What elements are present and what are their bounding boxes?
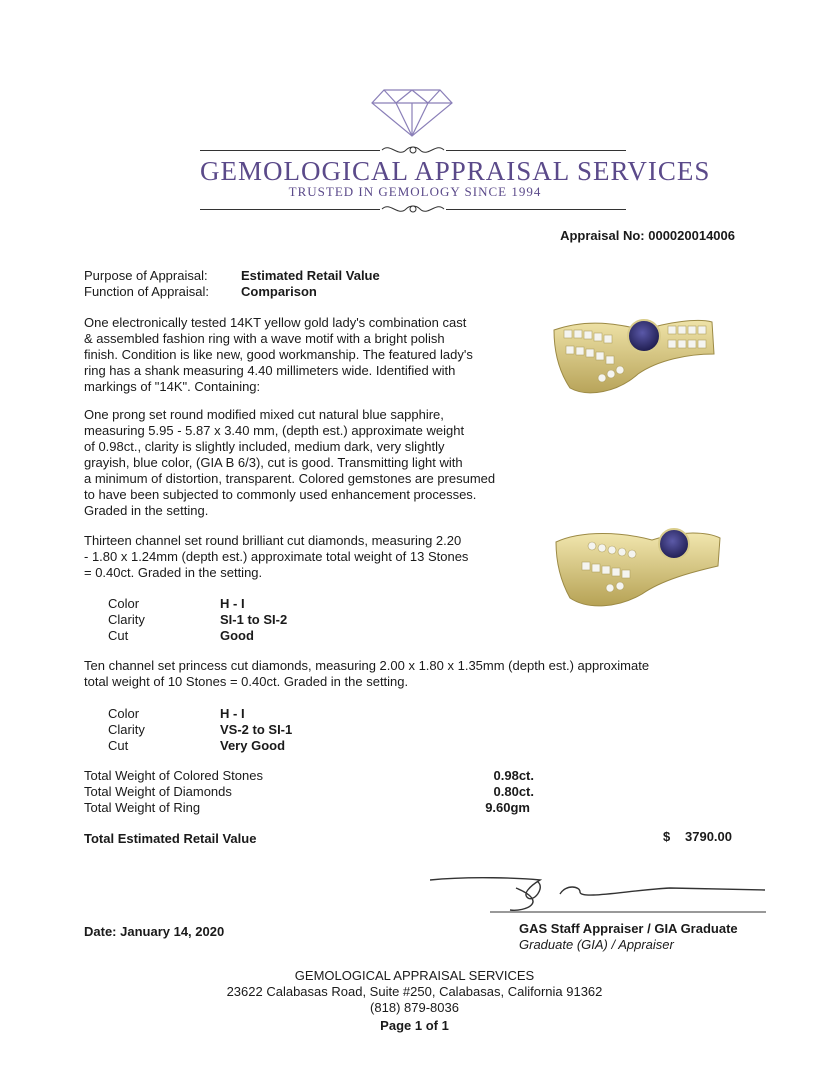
signature-title: GAS Staff Appraiser / GIA Graduate xyxy=(519,921,738,936)
description-line: markings of "14K". Containing: xyxy=(84,379,261,394)
company-name: GEMOLOGICAL APPRAISAL SERVICES xyxy=(200,156,711,186)
grade-row xyxy=(108,596,287,612)
signature xyxy=(430,868,770,918)
grade-value: VS-2 to SI-1 xyxy=(220,722,293,737)
appraisal-number-value: 000020014006 xyxy=(648,228,735,243)
princess-diamonds-line: Ten channel set princess cut diamonds, measuring 2.00 x 1.80 x 1.35mm (depth est.) approximate xyxy=(84,658,650,673)
grade-label: Clarity xyxy=(108,722,145,737)
logo-top-rule xyxy=(200,150,380,151)
total-label: Total Weight of Diamonds xyxy=(84,784,232,799)
total-value: 0.98ct. xyxy=(493,768,534,783)
appraisal-number xyxy=(560,228,735,244)
footer-company: GEMOLOGICAL APPRAISAL SERVICES xyxy=(294,968,535,983)
description-line: One electronically tested 14KT yellow gold lady's combination cast xyxy=(84,315,467,330)
grade-row xyxy=(108,612,287,628)
sapphire-line: Graded in the setting. xyxy=(84,503,209,518)
diamond-icon xyxy=(370,86,454,138)
princess-diamonds-description xyxy=(84,658,684,690)
total-label: Total Weight of Ring xyxy=(84,800,201,815)
function-value: Comparison xyxy=(241,284,317,299)
total-row xyxy=(84,800,534,816)
grade-label: Cut xyxy=(108,738,129,753)
footer-address: 23622 Calabasas Road, Suite #250, Calabasas, California 91362 xyxy=(226,984,603,999)
company-tagline: TRUSTED IN GEMOLOGY SINCE 1994 xyxy=(288,184,542,199)
grade-value: H - I xyxy=(220,596,245,611)
grade-value: H - I xyxy=(220,706,245,721)
grade-value: Very Good xyxy=(220,738,286,753)
ring-photo-front xyxy=(548,300,718,408)
retail-amount: 3790.00 xyxy=(685,829,732,844)
description-line: finish. Condition is like new, good workmanship. The featured lady's xyxy=(84,347,473,362)
round-diamonds-grades xyxy=(108,596,287,644)
ring-photo-angle xyxy=(552,520,722,612)
total-value: 9.60gm xyxy=(485,800,530,815)
round-diamonds-line: Thirteen channel set round brilliant cut diamonds, measuring 2.20 xyxy=(84,533,462,548)
princess-diamonds-grades xyxy=(108,706,292,754)
ornament-icon xyxy=(380,201,446,217)
logo xyxy=(370,86,454,138)
purpose-label: Purpose of Appraisal: xyxy=(84,268,208,283)
ring-description xyxy=(84,315,524,395)
grade-row xyxy=(108,628,287,644)
footer xyxy=(0,968,829,1034)
page-number: Page 1 of 1 xyxy=(380,1018,449,1033)
grade-row xyxy=(108,738,292,754)
purpose-value: Estimated Retail Value xyxy=(241,268,380,283)
grade-label: Cut xyxy=(108,628,129,643)
grade-label: Clarity xyxy=(108,612,145,627)
description-line: ring has a shank measuring 4.40 millimeters wide. Identified with xyxy=(84,363,456,378)
princess-diamonds-line: total weight of 10 Stones = 0.40ct. Graded in the setting. xyxy=(84,674,409,689)
sapphire-line: to have been subjected to commonly used enhancement processes. xyxy=(84,487,477,502)
retail-currency: $ xyxy=(663,829,671,844)
sapphire-line: a minimum of distortion, transparent. Colored gemstones are presumed xyxy=(84,471,496,486)
footer-phone: (818) 879-8036 xyxy=(370,1000,459,1015)
grade-row xyxy=(108,722,292,738)
sapphire-line: One prong set round modified mixed cut natural blue sapphire, xyxy=(84,407,444,422)
sapphire-line: measuring 5.95 - 5.87 x 3.40 mm, (depth est.) approximate weight xyxy=(84,423,465,438)
round-diamonds-line: - 1.80 x 1.24mm (depth est.) approximate total weight of 13 Stones xyxy=(84,549,469,564)
appraisal-number-label: Appraisal No: xyxy=(560,228,645,243)
round-diamonds-description xyxy=(84,533,524,581)
appraisal-date: Date: January 14, 2020 xyxy=(84,924,225,939)
signature-subtitle: Graduate (GIA) / Appraiser xyxy=(519,937,674,952)
grade-value: SI-1 to SI-2 xyxy=(220,612,288,627)
function-label: Function of Appraisal: xyxy=(84,284,210,299)
total-value: 0.80ct. xyxy=(493,784,534,799)
grade-value: Good xyxy=(220,628,254,643)
round-diamonds-line: = 0.40ct. Graded in the setting. xyxy=(84,565,263,580)
sapphire-line: of 0.98ct., clarity is slightly included, medium dark, very slightly xyxy=(84,439,445,454)
total-label: Total Weight of Colored Stones xyxy=(84,768,263,783)
grade-label: Color xyxy=(108,706,140,721)
retail-value-label: Total Estimated Retail Value xyxy=(84,831,257,846)
logo-top-rule-right xyxy=(446,150,626,151)
total-row xyxy=(84,768,534,784)
grade-label: Color xyxy=(108,596,140,611)
total-row xyxy=(84,784,534,800)
totals xyxy=(84,768,534,816)
logo-bottom-rule-right xyxy=(446,209,626,210)
logo-bottom-rule xyxy=(200,209,380,210)
sapphire-description xyxy=(84,407,544,519)
sapphire-line: grayish, blue color, (GIA B 6/3), cut is good. Transmitting light with xyxy=(84,455,463,470)
description-line: & assembled fashion ring with a wave motif with a bright polish xyxy=(84,331,445,346)
grade-row xyxy=(108,706,292,722)
